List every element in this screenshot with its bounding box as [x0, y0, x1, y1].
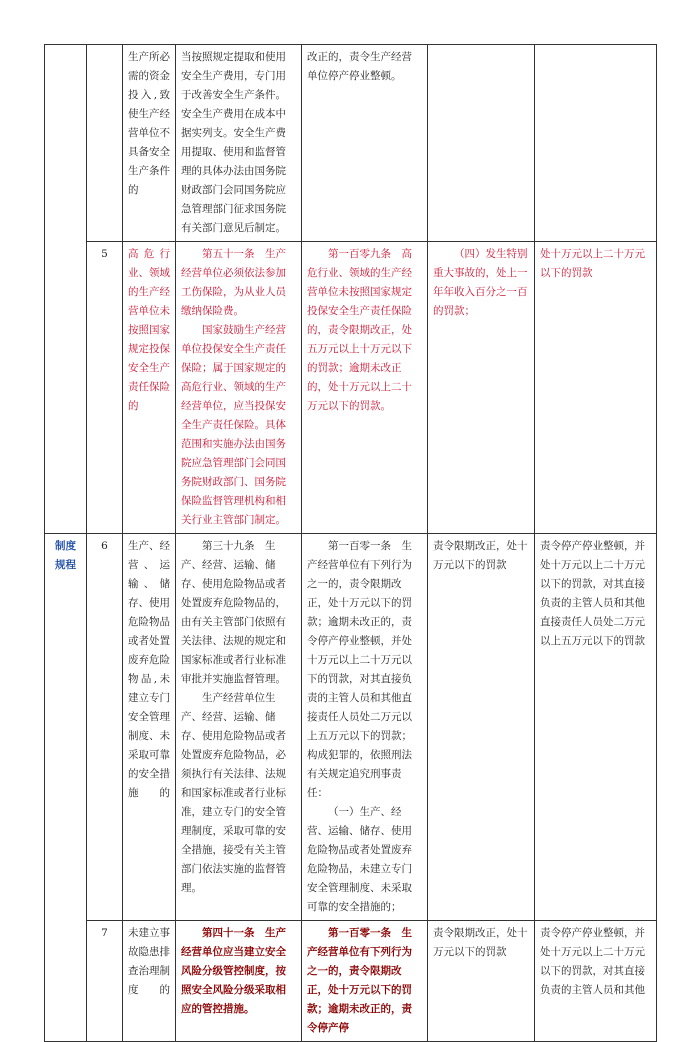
category-cell-empty [45, 45, 87, 534]
penalty-cell [302, 242, 428, 534]
severe-cell [535, 45, 657, 242]
penalty-paragraph: 改正的，责令生产经营单位停产停业整顿。 [307, 51, 412, 82]
issue-cell: 未建立事故隐患排查治理制度的 [123, 921, 176, 1042]
penalty-paragraph: （一）生产、经营、运输、储存、使用危险物品或者处置废弃危险物品，未建立专门安全管理制度、未采取可靠的安全措施的； [307, 806, 412, 913]
table-row [45, 45, 657, 242]
category-label: 制度规程 [45, 534, 87, 1042]
rule-paragraph: 当按照规定提取和使用安全生产费用，专门用于改善安全生产条件。安全生产费用在成本中据实列支。安全生产费用提取、使用和监督管理的具体办法由国务院财政部门会同国务院应急管理部门征求国务院有关部门意见后制定。 [181, 51, 286, 234]
penalty-cell [302, 534, 428, 921]
issue-cell: 生产所必需的资金投入,致使生产经营单位不具备安全生产条件的 [123, 45, 176, 242]
ordinary-cell: 责令限期改正，处十万元以下的罚款 [428, 921, 535, 1042]
ordinary-cell [428, 45, 535, 242]
ordinary-cell [428, 242, 535, 534]
issue-cell: 生产、经营、运输、储存、使用危险物品或者处置废弃危险物品,未建立专门安全管理制度、未采取可靠的安全措施的 [123, 534, 176, 921]
row-number [87, 45, 123, 242]
rule-cell [176, 921, 302, 1042]
row-number: 6 [87, 534, 123, 921]
penalty-paragraph: 第一百零九条 高危行业、领域的生产经营单位未按照国家规定投保安全生产责任保险的，责令限期改正，处五万元以上十万元以下的罚款；逾期未改正的，处十万元以上二十万元以下的罚款。 [307, 248, 412, 412]
severe-cell: 责令停产停业整顿，并处十万元以上二十万元以下的罚款，对其直接负责的主管人员和其他 [535, 921, 657, 1042]
rule-cell [176, 242, 302, 534]
ordinary-cell: 责令限期改正，处十万元以下的罚款 [428, 534, 535, 921]
row-number: 5 [87, 242, 123, 534]
table-row [45, 242, 657, 534]
penalty-paragraph: 第一百零一条 生产经营单位有下列行为之一的，责令限期改正，处十万元以下的罚款；逾期未改正的，责令停产停 [307, 927, 412, 1034]
penalty-cell [302, 921, 428, 1042]
penalty-paragraph: 第一百零一条 生产经营单位有下列行为之一的，责令限期改正，处十万元以下的罚款；逾期未改正的，责令停产停业整顿，并处十万元以上二十万元以下的罚款，对其直接负责的主管人员和其他直接责任人员处二万元以上五万元以下的罚款；构成犯罪的，依照刑法有关规定追究刑事责任： [307, 540, 412, 799]
issue-cell: 高危行业、领域的生产经营单位未按照国家规定投保安全生产责任保险的 [123, 242, 176, 534]
rule-paragraph: 第三十九条 生产、经营、运输、储存、使用危险物品或者处置废弃危险物品的，由有关主管部门依照有关法律、法规的规定和国家标准或者行业标准审批并实施监督管理。 [181, 540, 286, 685]
rule-paragraph: 第五十一条 生产经营单位必须依法参加工伤保险，为从业人员缴纳保险费。 [181, 248, 286, 317]
table-row [45, 921, 657, 1042]
rule-cell [176, 45, 302, 242]
rule-paragraph: 第四十一条 生产经营单位应当建立安全风险分级管控制度，按照安全风险分级采取相应的管控措施。 [181, 927, 286, 1015]
severe-cell: 处十万元以上二十万元以下的罚款 [535, 242, 657, 534]
rule-paragraph: 生产经营单位生产、经营、运输、储存、使用危险物品或者处置废弃危险物品，必须执行有关法律、法规和国家标准或者行业标准，建立专门的安全管理制度，采取可靠的安全措施，接受有关主管部门依法实施的监督管理。 [181, 692, 286, 894]
rule-paragraph: 国家鼓励生产经营单位投保安全生产责任保险；属于国家规定的高危行业、领域的生产经营单位，应当投保安全生产责任保险。具体范围和实施办法由国务院应急管理部门会同国务院财政部门、国务院保险监督管理机构和相关行业主管部门制定。 [181, 324, 286, 526]
rule-cell [176, 534, 302, 921]
penalty-cell [302, 45, 428, 242]
severe-cell: 责令停产停业整顿，并处十万元以上二十万元以下的罚款，对其直接负责的主管人员和其他直接责任人员处二万元以上五万元以下的罚款 [535, 534, 657, 921]
ordinary-text: （四）发生特别重大事故的，处上一年年收入百分之一百的罚款； [433, 248, 528, 317]
table-row [45, 534, 657, 921]
penalty-table [44, 44, 657, 1042]
row-number: 7 [87, 921, 123, 1042]
